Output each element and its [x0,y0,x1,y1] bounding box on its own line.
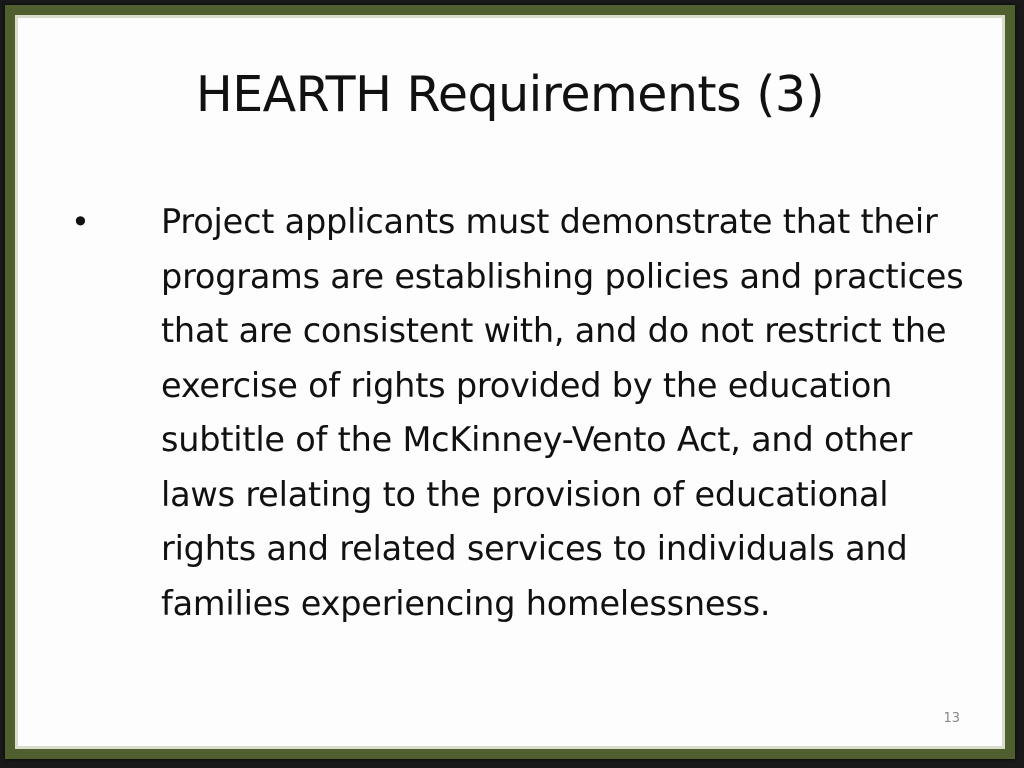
slide-canvas [15,15,1005,749]
slide-frame [5,5,1015,759]
slide-content [18,18,1002,746]
bullet-text: Project applicants must demonstrate that their programs are establishing policies and practices that are consistent with, and do not restrict the exercise of rights provided by the education subtitle of the McKinney-Vento Act, and other laws relating to the provision of educational rights and related services to individuals and families experiencing homelessness. [161,202,964,623]
page-number: 13 [943,711,960,726]
bullet-marker: • [71,203,90,241]
slide-title: HEARTH Requirements (3) [195,66,825,123]
